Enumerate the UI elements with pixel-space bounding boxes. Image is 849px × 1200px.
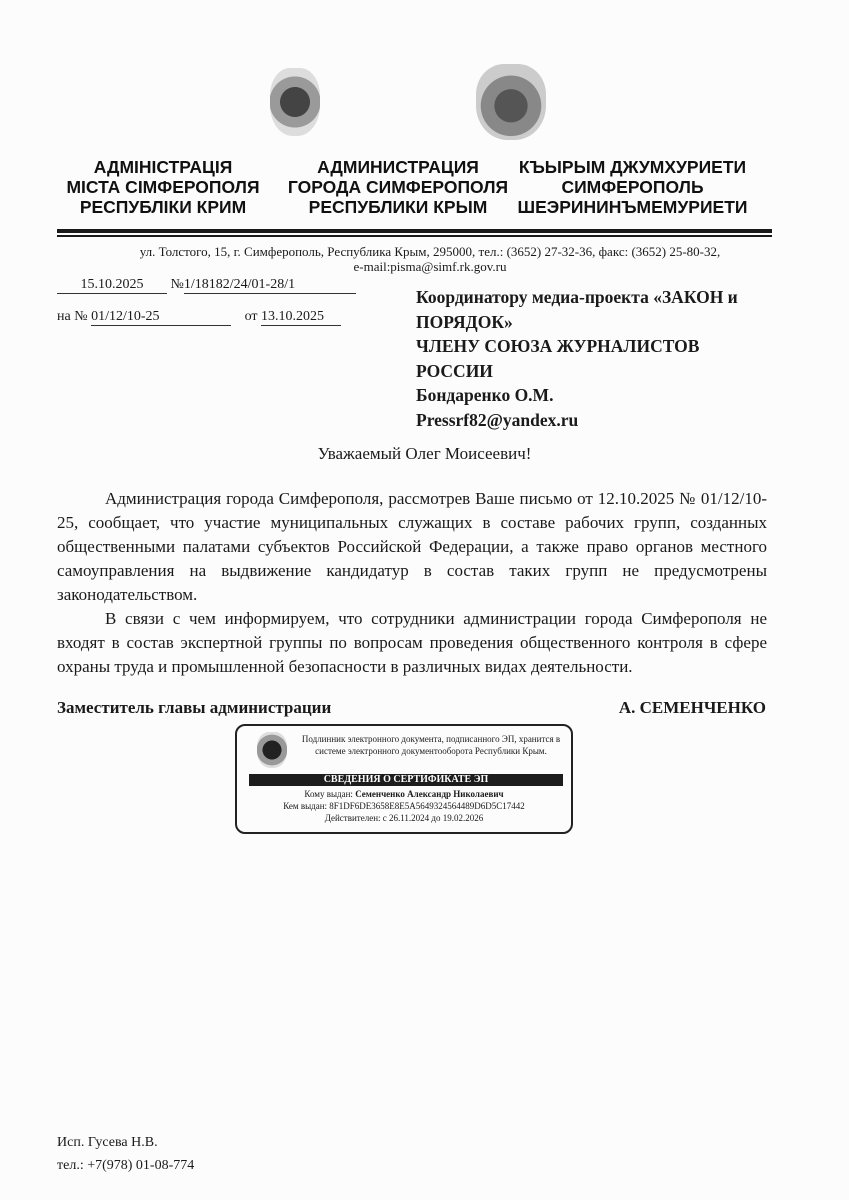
- addressee-line: Координатору медиа-проекта «ЗАКОН и ПОРЯДОК»: [416, 287, 738, 332]
- header-russian: [287, 157, 509, 217]
- in-reply-label: на №: [57, 309, 88, 324]
- addressee: [416, 285, 776, 432]
- issued-by: [237, 800, 571, 812]
- issued-to-label: Кому выдан:: [304, 789, 353, 799]
- stamp-note: системе электронного документооборота Республики Крым.: [315, 746, 547, 756]
- crimea-coat-of-arms-icon: [257, 732, 287, 768]
- incoming-date: 13.10.2025: [261, 309, 341, 326]
- issued-by-label: Кем выдан:: [283, 801, 328, 811]
- stamp-title: СВЕДЕНИЯ О СЕРТИФИКАТЕ ЭП: [249, 774, 563, 786]
- certificate-serial: 8F1DF6DE3658E8E5A5649324564489D6D5C17442: [329, 801, 525, 811]
- executor: Исп. Гусева Н.В.: [57, 1135, 158, 1150]
- header-line: ШЕЭРИНИНЪМЕМУРИЕТИ: [517, 197, 748, 217]
- header-divider: [57, 235, 772, 237]
- incoming-number: 01/12/10-25: [91, 309, 231, 326]
- from-label: от: [244, 309, 258, 324]
- header-crimean-tatar: [515, 157, 750, 217]
- stamp-note: Подлинник электронного документа, подписанного ЭП, хранится в: [301, 734, 561, 744]
- header-line: РЕСПУБЛІКИ КРИМ: [79, 197, 247, 217]
- header-line: СИМФЕРОПОЛЬ: [561, 177, 704, 197]
- issued-to: [237, 788, 571, 800]
- validity: Действителен: с 26.11.2024 до 19.02.2026: [324, 813, 484, 823]
- header-ukrainian: [63, 157, 263, 217]
- greeting: Уважаемый Олег Моисеевич!: [317, 444, 532, 463]
- header-divider: [57, 229, 772, 233]
- outgoing-number: 1/18182/24/01-28/1: [184, 277, 356, 294]
- header-line: КЪЫРЫМ ДЖУМХУРИЕТИ: [518, 157, 747, 177]
- email: e-mail:pisma@simf.rk.gov.ru: [353, 259, 507, 274]
- simferopol-coat-of-arms-icon: [476, 64, 546, 140]
- executor-phone: тел.: +7(978) 01-08-774: [57, 1158, 195, 1173]
- num-label: №: [170, 277, 184, 292]
- outgoing-date: 15.10.2025: [57, 277, 167, 294]
- paragraph: Администрация города Симферополя, рассмотрев Ваше письмо от 12.10.2025 № 01/12/10-25, сообщает, что участие муниципальных служащих в составе рабочих групп, созданных общественными палатами субъектов Российской Федерации, а также право органов местного самоуправления на выдвижение кандидатур в состав таких групп не предусмотрены законодательством.: [57, 489, 767, 604]
- header-line: АДМІНІСТРАЦІЯ: [93, 157, 233, 177]
- header-line: МІСТА СІМФЕРОПОЛЯ: [66, 177, 260, 197]
- header-line: ГОРОДА СИМФЕРОПОЛЯ: [287, 177, 509, 197]
- header-line: АДМИНИСТРАЦИЯ: [317, 157, 479, 177]
- address-line: ул. Толстого, 15, г. Симферополь, Республика Крым, 295000, тел.: (3652) 27-32-36, факс: (3652) 25-80-32,: [139, 244, 721, 259]
- addressee-name: Бондаренко О.М.: [416, 385, 554, 405]
- addressee-line: ЧЛЕНУ СОЮЗА ЖУРНАЛИСТОВ РОССИИ: [416, 336, 700, 381]
- issued-to-value: Семенченко Александр Николаевич: [355, 789, 504, 799]
- address: [100, 244, 760, 274]
- paragraph: В связи с чем информируем, что сотрудники администрации города Симферополя не входят в состав экспертной группы по вопросам проведения общественного контроля в сфере охраны труда и промышленной безопасности в различных видах деятельности.: [57, 609, 767, 676]
- addressee-email: Pressrf82@yandex.ru: [416, 409, 579, 430]
- signatory-name: А. СЕМЕНЧЕНКО: [618, 698, 766, 717]
- crimea-coat-of-arms-icon: [270, 68, 320, 136]
- outgoing-ref: [57, 277, 356, 294]
- incoming-ref: [57, 309, 341, 326]
- header-line: РЕСПУБЛИКИ КРЫМ: [308, 197, 488, 217]
- letter-body: [57, 487, 767, 679]
- signatory-position: Заместитель главы администрации: [57, 698, 332, 717]
- e-signature-stamp: [235, 724, 573, 834]
